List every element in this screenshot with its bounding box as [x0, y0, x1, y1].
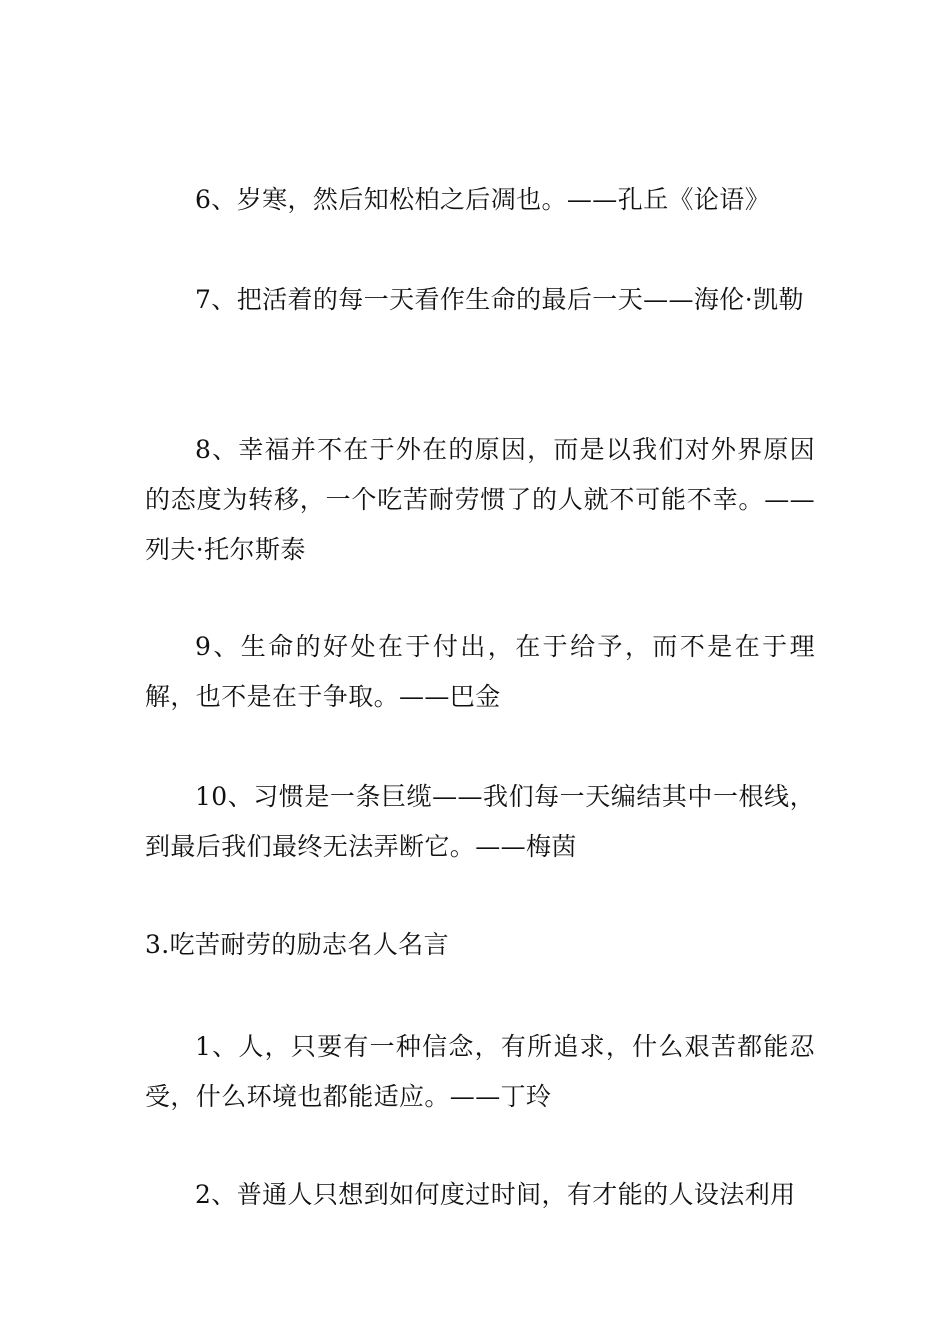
- quote-paragraph-8: 8、幸福并不在于外在的原因，而是以我们对外界原因的态度为转移，一个吃苦耐劳惯了的人就不可能不幸。——列夫·托尔斯泰: [145, 435, 815, 564]
- section-quote-paragraph-1: 1、人，只要有一种信念，有所追求，什么艰苦都能忍受，什么环境也都能适应。——丁玲: [145, 1032, 815, 1111]
- quote-paragraph-9: 9、生命的好处在于付出，在于给予，而不是在于理解，也不是在于争取。——巴金: [145, 632, 815, 711]
- quote-paragraph-6: 6、岁寒，然后知松柏之后凋也。——孔丘《论语》: [195, 185, 771, 214]
- section-quote-paragraph-2: 2、普通人只想到如何度过时间，有才能的人设法利用: [195, 1180, 796, 1209]
- quote-paragraph-7: 7、把活着的每一天看作生命的最后一天——海伦·凯勒: [195, 285, 804, 314]
- section-heading: 3.吃苦耐劳的励志名人名言: [145, 930, 450, 959]
- quote-paragraph-10: 10、习惯是一条巨缆——我们每一天编结其中一根线，到最后我们最终无法弄断它。——梅茵: [145, 782, 815, 861]
